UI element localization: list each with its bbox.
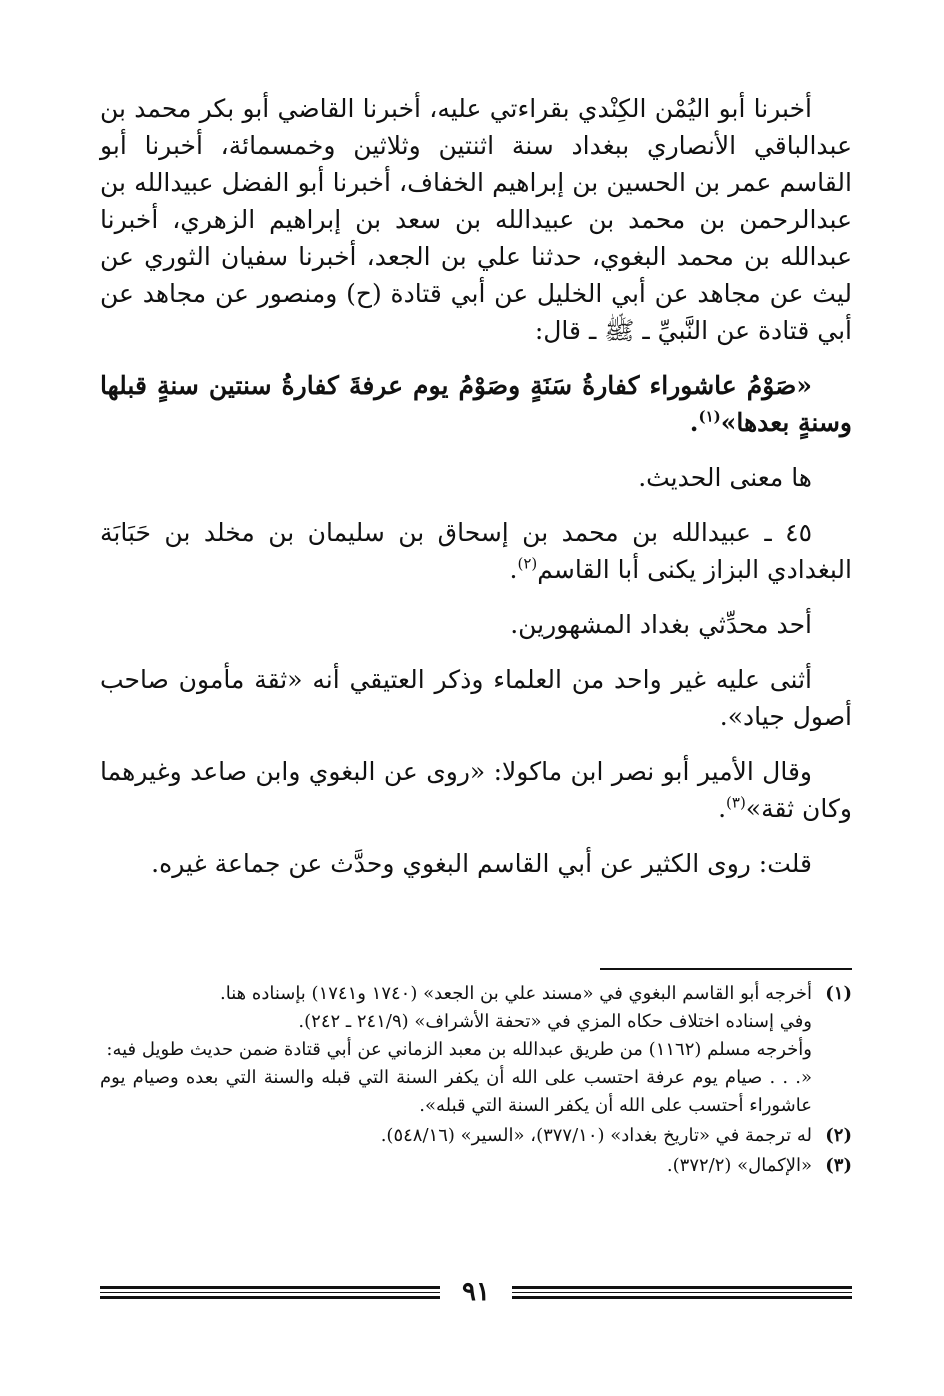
hadith-text: «صَوْمُ عاشوراء كفارةُ سَنَةٍ وصَوْمُ يوم عرفةَ كفارةُ سنتين سنةٍ قبلها وسنةٍ بعدها» [100,371,852,437]
footnote-2-number: (٢) [825,1125,852,1146]
footnote-1-body [100,980,812,1120]
makula-end: . [718,794,727,823]
entry-heading-text: ٤٥ ـ عبيدالله بن محمد بن إسحاق بن سليمان بن مخلد بن حَبَابَة البغدادي البزاز يكنى أبا القاسم [100,518,852,584]
meaning-paragraph: ها معنى الحديث. [638,463,812,492]
footnote-ref-2: (٢) [517,554,538,573]
praise-paragraph: أثنى عليه غير واحد من العلماء وذكر العتيقي أنه «ثقة مأمون صاحب أصول جياد». [100,665,852,731]
footnote-2 [100,1122,852,1150]
footnotes [100,980,852,1182]
footer-rule-right [512,1286,852,1299]
footnote-1 [100,980,852,1120]
page-footer [100,1272,852,1312]
main-text [100,90,852,900]
footnote-ref-1: (١) [698,407,721,426]
page-number: ٩١ [462,1277,490,1307]
entry-heading [100,514,852,588]
muhaddith-paragraph: أحد محدِّثي بغداد المشهورين. [510,610,812,639]
footnote-ref-3: (٣) [726,793,746,812]
footnote-3 [100,1152,852,1180]
footnote-1-line: وأخرجه مسلم (١١٦٢) من طريق عبدالله بن معبد الزماني عن أبي قتادة ضمن حديث طويل فيه: [106,1039,812,1060]
entry-heading-end: . [509,555,518,584]
footnote-1-line: وفي إسناده اختلاف حكاه المزي في «تحفة الأشراف» (٢٤١/٩ ـ ٢٤٢). [298,1011,812,1032]
qultu-paragraph: قلت: روى الكثير عن أبي القاسم البغوي وحدَّث عن جماعة غيره. [151,849,812,878]
footer-rule-left [100,1286,440,1299]
makula-text: وقال الأمير أبو نصر ابن ماكولا: «روى عن البغوي وابن صاعد وغيرهما وكان ثقة» [100,757,852,823]
footnote-1-number: (١) [825,983,852,1004]
footnote-1-line: «. . . صيام يوم عرفة احتسب على الله أن يكفر السنة التي قبله والسنة التي بعده وصيام يوم عاشوراء أحتسب على الله أن يكفر السنة التي قبله». [100,1067,812,1116]
footnote-2-body: له ترجمة في «تاريخ بغداد» (٣٧٧/١٠)، «السير» (٥٤٨/١٦). [380,1125,812,1146]
makula-paragraph [100,753,852,827]
footnote-separator [600,968,852,970]
footnote-3-number: (٣) [825,1155,852,1176]
isnad-paragraph: أخبرنا أبو اليُمْن الكِنْدي بقراءتي عليه، أخبرنا القاضي أبو بكر محمد بن عبدالباقي الأنصاري ببغداد سنة اثنتين وثلاثين وخمسمائة، أخبرنا أبو القاسم عمر بن الحسين بن إبراهيم الخفاف، أخبرنا أبو الفضل عبيدالله بن عبدالرحمن بن محمد بن عبيدالله بن سعد بن إبراهيم الزهري، أخبرنا عبدالله بن محمد البغوي، حدثنا علي بن الجعد، أخبرنا سفيان الثوري عن ليث عن مجاهد عن أبي الخليل عن أبي قتادة (ح) ومنصور عن مجاهد عن أبي قتادة عن النَّبيِّ ـ ﷺ ـ قال: [100,94,852,345]
hadith-end: . [689,408,699,437]
footnote-1-line: أخرجه أبو القاسم البغوي في «مسند علي بن الجعد» (١٧٤٠ و١٧٤١) بإسناده هنا. [220,983,812,1004]
footnote-3-body: «الإكمال» (٣٧٢/٢). [666,1155,812,1176]
hadith-quote [100,367,852,441]
